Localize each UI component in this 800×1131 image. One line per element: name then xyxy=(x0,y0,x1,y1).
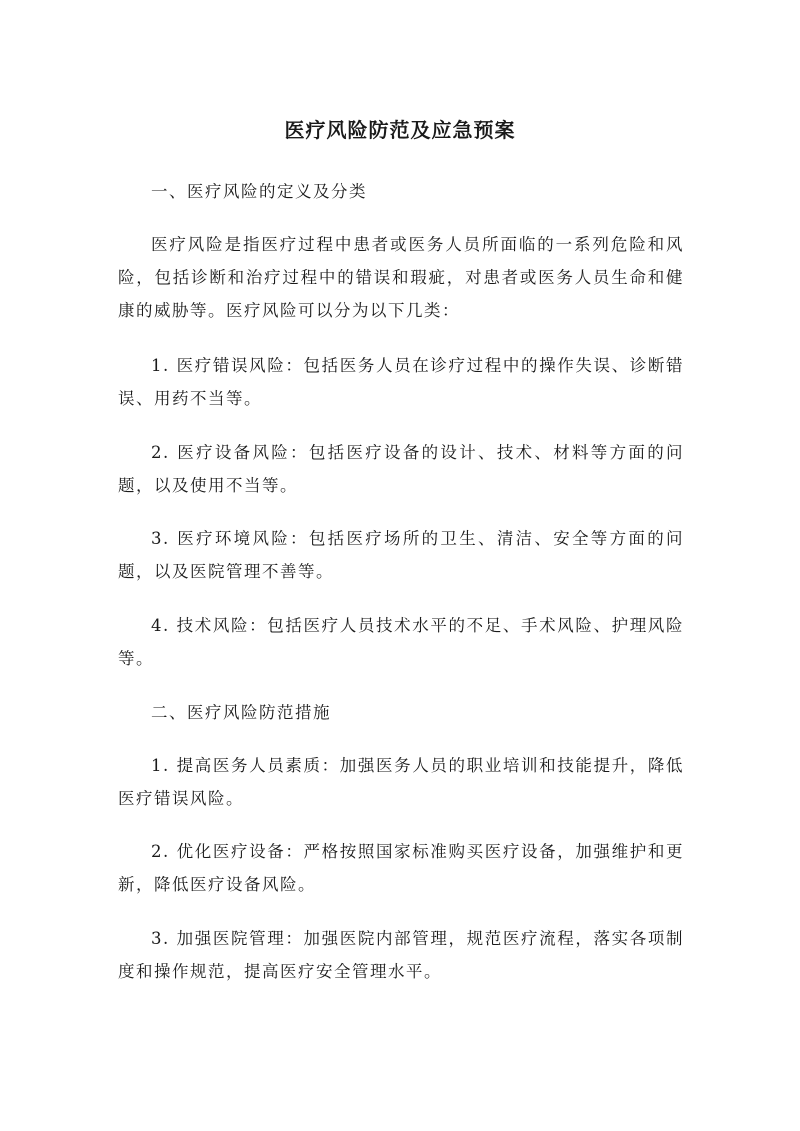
page-title: 医疗风险防范及应急预案 xyxy=(284,118,516,142)
list-item-technical-risk: 4. 技术风险：包括医疗人员技术水平的不足、手术风险、护理风险等。 xyxy=(118,616,684,668)
section-heading-definition: 一、医疗风险的定义及分类 xyxy=(151,182,367,201)
list-item-device-risk: 2. 医疗设备风险：包括医疗设备的设计、技术、材料等方面的问题，以及使用不当等。 xyxy=(118,443,684,495)
list-item-staff-quality: 1. 提高医务人员素质：加强医务人员的职业培训和技能提升，降低医疗错误风险。 xyxy=(118,756,684,808)
list-item-medical-error: 1. 医疗错误风险：包括医务人员在诊疗过程中的操作失误、诊断错误、用药不当等。 xyxy=(118,356,684,408)
list-item-equipment: 2. 优化医疗设备：严格按照国家标准购买医疗设备，加强维护和更新，降低医疗设备风险。 xyxy=(118,842,684,894)
list-item-hospital-management: 3. 加强医院管理：加强医院内部管理，规范医疗流程，落实各项制度和操作规范，提高医疗安全管理水平。 xyxy=(118,929,684,981)
section-heading-prevention: 二、医疗风险防范措施 xyxy=(151,703,331,722)
paragraph-definition: 医疗风险是指医疗过程中患者或医务人员所面临的一系列危险和风险，包括诊断和治疗过程中的错误和瑕疵，对患者或医务人员生命和健康的威胁等。医疗风险可以分为以下几类： xyxy=(118,235,684,320)
list-item-environment-risk: 3. 医疗环境风险：包括医疗场所的卫生、清洁、安全等方面的问题，以及医院管理不善等。 xyxy=(118,529,684,581)
